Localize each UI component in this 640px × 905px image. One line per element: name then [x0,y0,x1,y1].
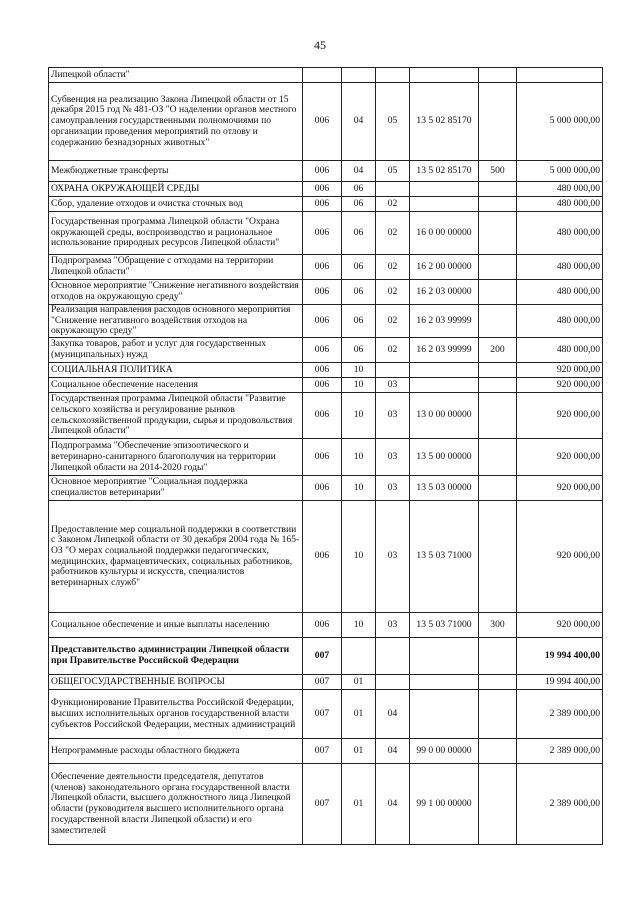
target-article-cell: 13 0 00 00000 [410,393,479,439]
amount-cell: 920 000,00 [517,613,603,638]
amount-cell: 2 389 000,00 [517,739,603,764]
amount-cell: 480 000,00 [517,255,603,280]
target-article-cell: 99 0 00 00000 [410,739,479,764]
section-code-cell: 01 [342,764,376,845]
target-article-cell [410,68,479,83]
target-article-cell [410,378,479,393]
target-article-cell: 13 5 03 71000 [410,501,479,613]
subsection-code-cell: 04 [376,690,410,739]
ved-code-cell: 007 [303,675,342,690]
table-row [49,182,603,197]
row-name-cell: Непрограммные расходы областного бюджета [49,739,303,764]
amount-cell: 920 000,00 [517,439,603,476]
subsection-code-cell: 02 [376,305,410,338]
expense-type-cell [479,675,517,690]
subsection-code-cell [376,363,410,378]
subsection-code-cell: 03 [376,378,410,393]
target-article-cell [410,197,479,212]
section-code-cell: 06 [342,338,376,363]
ved-code-cell: 006 [303,338,342,363]
table-row [49,255,603,280]
subsection-code-cell [376,675,410,690]
row-name-cell: Межбюджетные трансферты [49,161,303,182]
ved-code-cell: 006 [303,378,342,393]
target-article-cell: 13 5 02 85170 [410,161,479,182]
subsection-code-cell: 02 [376,255,410,280]
target-article-cell: 13 5 03 00000 [410,476,479,501]
row-name-cell: Основное мероприятие "Снижение негативного воздействия отходов на окружающую среду" [49,280,303,305]
subsection-code-cell [376,638,410,675]
expense-type-cell: 200 [479,338,517,363]
table-body [49,68,603,845]
row-name-cell: Социальное обеспечение населения [49,378,303,393]
row-name-cell: Социальное обеспечение и иные выплаты населению [49,613,303,638]
target-article-cell [410,675,479,690]
section-code-cell: 10 [342,501,376,613]
ved-code-cell [303,68,342,83]
table-row [49,613,603,638]
section-code-cell: 10 [342,378,376,393]
target-article-cell: 16 2 03 99999 [410,338,479,363]
ved-code-cell: 006 [303,197,342,212]
table-row [49,439,603,476]
row-name-cell: Обеспечение деятельности председателя, депутатов (членов) законодательного органа государственной власти Липецкой области, высшего должностного лица Липецкой области (руководителя высшего исполнительного органа государственной власти Липецкой области) и его заместителей [49,764,303,845]
amount-cell: 5 000 000,00 [517,161,603,182]
table-row [49,280,603,305]
table-row [49,378,603,393]
subsection-code-cell: 05 [376,83,410,161]
row-name-cell: Липецкой области" [49,68,303,83]
ved-code-cell: 006 [303,476,342,501]
table-row [49,501,603,613]
amount-cell: 480 000,00 [517,182,603,197]
subsection-code-cell: 03 [376,613,410,638]
target-article-cell: 16 2 00 00000 [410,255,479,280]
expense-type-cell: 500 [479,161,517,182]
amount-cell: 19 994 400,00 [517,675,603,690]
target-article-cell: 16 2 03 00000 [410,280,479,305]
budget-table [48,67,603,845]
subsection-code-cell: 03 [376,501,410,613]
section-code-cell: 01 [342,690,376,739]
subsection-code-cell: 05 [376,161,410,182]
row-name-cell: Субвенция на реализацию Закона Липецкой области от 15 декабря 2015 год № 481-ОЗ "О наделении органов местного самоуправления государственными полномочиями по организации проведения мероприятий по отлову и содержанию безнадзорных животных" [49,83,303,161]
ved-code-cell: 006 [303,305,342,338]
ved-code-cell: 006 [303,439,342,476]
table-row [49,305,603,338]
amount-cell: 2 389 000,00 [517,764,603,845]
section-code-cell: 10 [342,393,376,439]
amount-cell: 2 389 000,00 [517,690,603,739]
amount-cell: 5 000 000,00 [517,83,603,161]
amount-cell: 480 000,00 [517,338,603,363]
expense-type-cell [479,363,517,378]
row-name-cell: Государственная программа Липецкой области "Охрана окружающей среды, воспроизводство и рациональное использование природных ресурсов Липецкой области" [49,212,303,255]
table-row [49,764,603,845]
section-code-cell: 06 [342,182,376,197]
section-code-cell [342,68,376,83]
expense-type-cell [479,739,517,764]
section-code-cell: 10 [342,613,376,638]
target-article-cell [410,182,479,197]
target-article-cell: 13 5 02 85170 [410,83,479,161]
target-article-cell [410,638,479,675]
table-row [49,338,603,363]
section-code-cell: 04 [342,161,376,182]
row-name-cell: Государственная программа Липецкой области "Развитие сельского хозяйства и регулирование рынков сельскохозяйственной продукции, сырья и продовольствия Липецкой области" [49,393,303,439]
section-code-cell: 06 [342,255,376,280]
subsection-code-cell: 02 [376,197,410,212]
section-code-cell: 01 [342,739,376,764]
amount-cell: 480 000,00 [517,212,603,255]
row-name-cell: ОХРАНА ОКРУЖАЮЩЕЙ СРЕДЫ [49,182,303,197]
section-code-cell: 10 [342,363,376,378]
table-row [49,363,603,378]
row-name-cell: Подпрограмма "Обращение с отходами на территории Липецкой области" [49,255,303,280]
row-name-cell: Функционирование Правительства Российской Федерации, высших исполнительных органов государственной власти субъектов Российской Федерации, местных администраций [49,690,303,739]
row-name-cell: Представительство администрации Липецкой области при Правительстве Российской Федерации [49,638,303,675]
row-name-cell: Подпрограмма "Обеспечение эпизоотического и ветеринарно-санитарного благополучия на территории Липецкой области на 2014-2020 годы" [49,439,303,476]
row-name-cell: Основное мероприятие "Социальная поддержка специалистов ветеринарии" [49,476,303,501]
row-name-cell: Реализация направления расходов основного мероприятия "Снижение негативного воздействия отходов на окружающую среду" [49,305,303,338]
subsection-code-cell [376,182,410,197]
table-row [49,675,603,690]
ved-code-cell: 006 [303,182,342,197]
table-row [49,197,603,212]
expense-type-cell [479,197,517,212]
ved-code-cell: 006 [303,501,342,613]
ved-code-cell: 007 [303,638,342,675]
target-article-cell: 13 5 03 71000 [410,613,479,638]
expense-type-cell [479,764,517,845]
subsection-code-cell: 04 [376,764,410,845]
ved-code-cell: 007 [303,739,342,764]
amount-cell: 920 000,00 [517,501,603,613]
amount-cell: 480 000,00 [517,197,603,212]
expense-type-cell [479,476,517,501]
expense-type-cell [479,501,517,613]
expense-type-cell [479,212,517,255]
section-code-cell: 01 [342,675,376,690]
amount-cell: 920 000,00 [517,476,603,501]
expense-type-cell [479,439,517,476]
amount-cell [517,68,603,83]
row-name-cell: СОЦИАЛЬНАЯ ПОЛИТИКА [49,363,303,378]
ved-code-cell: 006 [303,212,342,255]
amount-cell: 920 000,00 [517,363,603,378]
subsection-code-cell: 02 [376,212,410,255]
expense-type-cell: 300 [479,613,517,638]
table-row [49,638,603,675]
amount-cell: 480 000,00 [517,280,603,305]
expense-type-cell [479,280,517,305]
subsection-code-cell [376,68,410,83]
target-article-cell: 16 0 00 00000 [410,212,479,255]
target-article-cell [410,363,479,378]
section-code-cell: 04 [342,83,376,161]
target-article-cell [410,690,479,739]
row-name-cell: Предоставление мер социальной поддержки в соответствии с Законом Липецкой области от 30 декабря 2004 года № 165-ОЗ "О мерах социальной поддержки педагогических, медицинских, фармацевтических, социальных работников, работников культуры и искусств, специалистов ветеринарных служб" [49,501,303,613]
row-name-cell: Сбор, удаление отходов и очистка сточных вод [49,197,303,212]
subsection-code-cell: 03 [376,439,410,476]
section-code-cell: 06 [342,197,376,212]
amount-cell: 19 994 400,00 [517,638,603,675]
subsection-code-cell: 03 [376,476,410,501]
page-number: 45 [314,38,326,52]
ved-code-cell: 006 [303,83,342,161]
section-code-cell: 06 [342,280,376,305]
ved-code-cell: 006 [303,393,342,439]
subsection-code-cell: 03 [376,393,410,439]
expense-type-cell [479,182,517,197]
subsection-code-cell: 02 [376,338,410,363]
table-row [49,476,603,501]
section-code-cell [342,638,376,675]
expense-type-cell [479,305,517,338]
ved-code-cell: 007 [303,764,342,845]
ved-code-cell: 006 [303,363,342,378]
section-code-cell: 10 [342,476,376,501]
table-row [49,212,603,255]
subsection-code-cell: 02 [376,280,410,305]
target-article-cell: 16 2 03 99999 [410,305,479,338]
table-row [49,161,603,182]
row-name-cell: Закупка товаров, работ и услуг для государственных (муниципальных) нужд [49,338,303,363]
ved-code-cell: 006 [303,280,342,305]
subsection-code-cell: 04 [376,739,410,764]
table-row [49,393,603,439]
section-code-cell: 06 [342,212,376,255]
ved-code-cell: 006 [303,613,342,638]
table-row [49,83,603,161]
amount-cell: 920 000,00 [517,393,603,439]
target-article-cell: 13 5 00 00000 [410,439,479,476]
ved-code-cell: 007 [303,690,342,739]
expense-type-cell [479,393,517,439]
expense-type-cell [479,68,517,83]
section-code-cell: 10 [342,439,376,476]
target-article-cell: 99 1 00 00000 [410,764,479,845]
section-code-cell: 06 [342,305,376,338]
amount-cell: 920 000,00 [517,378,603,393]
ved-code-cell: 006 [303,255,342,280]
row-name-cell: ОБЩЕГОСУДАРСТВЕННЫЕ ВОПРОСЫ [49,675,303,690]
expense-type-cell [479,255,517,280]
expense-type-cell [479,83,517,161]
amount-cell: 480 000,00 [517,305,603,338]
table-row [49,690,603,739]
expense-type-cell [479,378,517,393]
table-row [49,68,603,83]
ved-code-cell: 006 [303,161,342,182]
table-row [49,739,603,764]
expense-type-cell [479,638,517,675]
expense-type-cell [479,690,517,739]
